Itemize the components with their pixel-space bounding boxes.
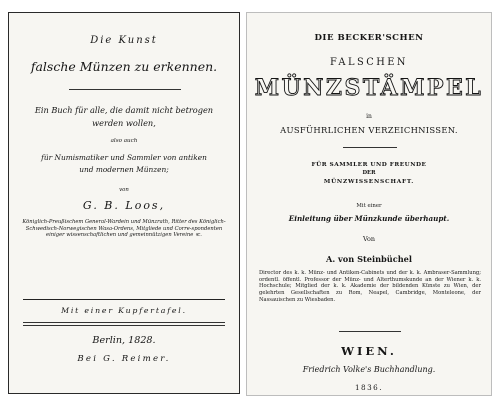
left-rule-top xyxy=(69,89,181,90)
left-desc-line2: werden wollen, xyxy=(92,118,156,128)
left-title-line1: Die Kunst xyxy=(90,35,158,46)
right-friends-line2: DER xyxy=(362,170,376,176)
right-by: Von xyxy=(363,235,375,243)
left-audience-line1: für Numismatiker und Sammler von antiken xyxy=(41,153,207,162)
right-title-page xyxy=(246,12,492,396)
right-detail-line: AUSFÜHRLICHEN VERZEICHNISSEN. xyxy=(280,125,458,135)
right-rule-1 xyxy=(343,147,397,148)
left-title-page xyxy=(8,12,240,394)
left-audience-line2: und modernen Münzen; xyxy=(79,165,169,174)
left-rule-plate-top xyxy=(23,299,225,300)
right-friends-line3: MÜNZWISSENSCHAFT. xyxy=(323,179,415,185)
right-stamp-word: MÜNZSTÄMPEL xyxy=(254,75,484,101)
right-affiliation: Director des k. k. Münz- und Antiken-Cabinets und der k. k. Ambraser-Sammlung; ordentl. öffentl. Professor der Münz- und Alterthumskunde an der Wiener k. k. Hochschule; Mitglied der k. k. Akademie der bildenden Künste zu Wien, der gelehrten Gesellschaften zu Rom, Neapel, Cambridge, Monteleone, der Nassauischen zu Wiesbaden. xyxy=(259,270,481,303)
right-header-line: DIE BECKER'SCHEN xyxy=(314,33,424,43)
right-friends-line1: FÜR SAMMLER UND FREUNDE xyxy=(311,162,427,168)
right-false-word: FALSCHEN xyxy=(329,57,408,68)
left-rule-plate-bottom xyxy=(23,322,225,326)
right-author: A. von Steinbüchel xyxy=(326,254,412,264)
left-author: G. B. Loos, xyxy=(82,199,166,212)
right-with-a: Mit einer xyxy=(356,203,382,209)
right-in-word: in xyxy=(366,113,372,120)
left-also: also auch xyxy=(110,138,138,144)
right-intro-line: Einleitung über Münzkunde überhaupt. xyxy=(288,214,450,223)
left-affiliation: Königlich-Preußischem General-Wardein und Münzrath, Ritter des Königlich-Schwedisch-Norwegischen Wasa-Ordens, Mitgliede und Corre-spondenten einiger wissenschaftlichen und gemeinnützigen Vereine ꝛc. xyxy=(22,219,226,239)
left-publisher: Bei G. Reimer. xyxy=(77,354,171,364)
left-by: von xyxy=(119,187,129,193)
left-desc-line1: Ein Buch für alle, die damit nicht betrogen xyxy=(34,105,214,115)
right-year: 1836. xyxy=(354,383,384,392)
left-plate-note: Mit einer Kupfertafel. xyxy=(61,306,187,315)
right-publisher: Friedrich Volke's Buchhandlung. xyxy=(302,365,436,374)
right-place: WIEN. xyxy=(341,344,397,358)
right-rule-2 xyxy=(339,331,401,332)
left-place-year: Berlin, 1828. xyxy=(92,335,156,346)
left-title-line2: falsche Münzen zu erkennen. xyxy=(30,59,218,74)
